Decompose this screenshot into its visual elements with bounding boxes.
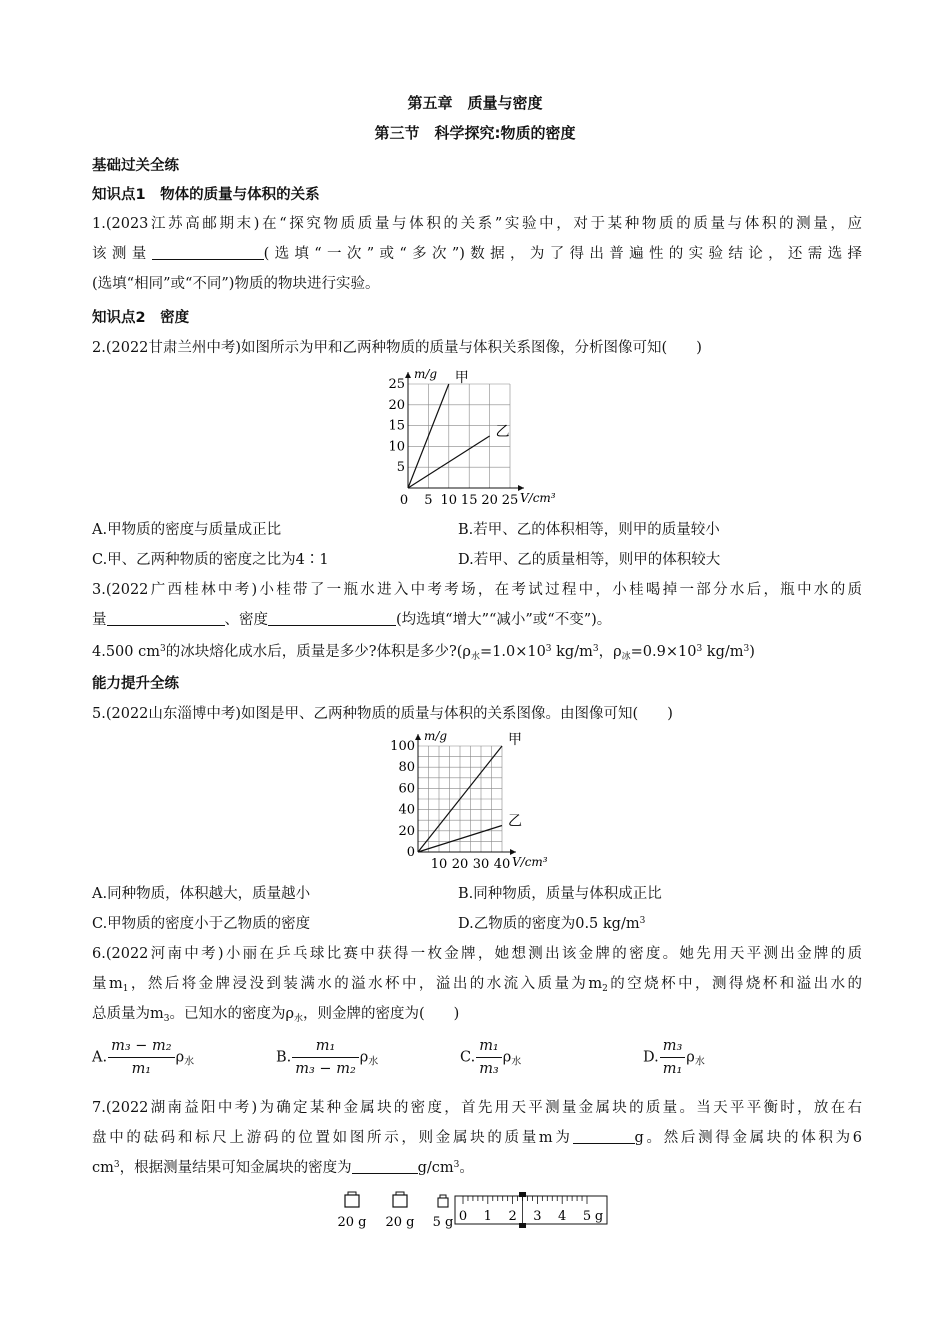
q6-option-b[interactable]: B. $\frac{\text{m₁}}{\text{m₃ − m₂}}$ $\rho_水$: [276, 1035, 378, 1080]
q3-text-a: 量: [92, 612, 107, 628]
rider-scale-ticks: [463, 1196, 587, 1204]
weight-label-2: 20 g: [385, 1215, 415, 1230]
q7-line1: 7.(2022湖南益阳中考)为确定某种金属块的密度，首先用天平测量金属块的质量。当天平平衡时，放在右: [92, 1100, 862, 1116]
q6-line2: 量$m_1$，然后将金牌浸没到装满水的溢水杯中，溢出的水流入质量为$m_2$的空烧杯中，测得烧杯和溢出水的: [92, 976, 863, 994]
x-axis-label: V/cm³: [520, 491, 556, 505]
x-tick-label: 20: [481, 493, 498, 508]
q1-text-b: (选填“一次”或“多次”)数据，为了得出普遍性的实验结论，还需选择: [263, 246, 862, 262]
q2-option-a[interactable]: A.甲物质的密度与质量成正比: [92, 522, 282, 538]
weight-20g-icon: [393, 1192, 407, 1207]
x-tick-label: 40: [493, 857, 511, 872]
y-tick-label: 80: [398, 760, 415, 776]
scale-label: 0: [458, 1209, 468, 1224]
scale-label: 5: [582, 1209, 592, 1224]
y-tick-label: 20: [388, 397, 405, 413]
x-tick-label: 30: [472, 857, 490, 872]
y-axis-label: m/g: [424, 729, 448, 743]
q3-text-b: 、密度: [224, 612, 268, 628]
q4-text: 4.500 $cm^3$的冰块熔化成水后，质量是多少?体积是多少$?(\rho_水=1.0\times 10^3$ $kg/m^3$，$\rho_冰=0.9\times 10^3$ $kg/m^3$): [92, 644, 755, 662]
q3-answer-blank-2[interactable]: [268, 611, 396, 626]
q6-option-d[interactable]: D. $\frac{\text{m₃}}{\text{m₁}}$ $\rho_水$: [643, 1035, 705, 1080]
q2-option-c[interactable]: C.甲、乙两种物质的密度之比为4∶1: [92, 552, 329, 568]
q5-option-a[interactable]: A.同种物质，体积越大，质量越小: [92, 886, 311, 902]
x-tick-label: 10: [430, 857, 448, 872]
weight-5g-icon: [438, 1195, 448, 1207]
scale-label: g: [594, 1209, 604, 1224]
y-tick-label: 10: [388, 439, 405, 455]
q5-option-b[interactable]: B.同种物质，质量与体积成正比: [458, 886, 662, 902]
knowledge-point-1: 知识点1 物体的质量与体积的关系: [92, 187, 320, 203]
q3-line1: 3.(2022广西桂林中考)小桂带了一瓶水进入中考考场，在考试过程中，小桂喝掉一部分水后，瓶中水的质: [92, 582, 862, 598]
rider-scale-labels: [459, 1209, 603, 1224]
weight-label-1: 20 g: [337, 1215, 367, 1230]
q7-balance-figure: [335, 1186, 615, 1234]
q5-mass-volume-chart: [370, 726, 570, 872]
section-title: 第三节 科学探究:物质的密度: [374, 124, 576, 142]
x-tick-label: 15: [460, 493, 478, 508]
scale-label: 2: [508, 1209, 517, 1224]
scale-label: 3: [533, 1209, 542, 1224]
q7-answer-blank-2[interactable]: [352, 1159, 418, 1174]
q2-option-d[interactable]: D.若甲、乙的质量相等，则甲的体积较大: [458, 552, 721, 568]
x-tick-label: 25: [501, 493, 519, 508]
y-tick-label: 5: [396, 460, 405, 476]
q7-line2: 盘中的砝码和标尺上游码的位置如图所示，则金属块的质量m为 g。然后测得金属块的体积为6: [92, 1130, 862, 1146]
chapter-title: 第五章 质量与密度: [407, 94, 543, 112]
q7-line3: $cm^3$，根据测量结果可知金属块的密度为 $g/cm^3$。: [92, 1160, 474, 1176]
y-tick-label: 25: [388, 377, 405, 392]
q3-answer-blank-1[interactable]: [107, 611, 225, 626]
q1-text-a: 该测量: [92, 246, 152, 262]
advanced-heading: 能力提升全练: [92, 676, 179, 692]
q2-stem: 2.(2022甘肃兰州中考)如图所示为甲和乙两种物质的质量与体积关系图像，分析图像可知( ): [92, 340, 702, 356]
q7-answer-blank-1[interactable]: [573, 1129, 635, 1144]
q5-option-c[interactable]: C.甲物质的密度小于乙物质的密度: [92, 916, 311, 932]
q5-option-d[interactable]: D.乙物质的密度为0.5 $kg/m^3$: [458, 916, 646, 932]
q3-line2: [92, 608, 862, 629]
q6-option-c[interactable]: C. $\frac{\text{m₁}}{\text{m₃}}$ $\rho_水$: [460, 1035, 521, 1080]
rider-slider[interactable]: [519, 1192, 526, 1228]
rider-bottom[interactable]: [519, 1223, 526, 1228]
y-tick-label: 0: [406, 845, 415, 860]
knowledge-point-2: 知识点2 密度: [92, 310, 190, 326]
basic-heading: 基础过关全练: [92, 158, 179, 174]
x-tick-label: 0: [399, 493, 409, 508]
q1-answer-blank-1[interactable]: [152, 245, 264, 260]
y-tick-label: 40: [398, 802, 415, 818]
rider-top[interactable]: [519, 1192, 526, 1197]
q2-mass-volume-chart: [370, 362, 570, 510]
y-axis-label: m/g: [414, 367, 438, 381]
series-label: 甲: [454, 370, 469, 386]
q6-line1: 6.(2022河南中考)小丽在乒乓球比赛中获得一枚金牌，她想测出该金牌的密度。她先用天平测出金牌的质: [92, 946, 862, 962]
x-tick-label: 5: [424, 493, 433, 508]
q1-line3: (选填“相同”或“不同”)物质的物块进行实验。: [92, 276, 380, 292]
y-tick-label: 20: [398, 823, 415, 839]
series-label: 乙: [495, 424, 510, 440]
q5-stem: 5.(2022山东淄博中考)如图是甲、乙两种物质的质量与体积的关系图像。由图像可知( ): [92, 706, 673, 722]
series-label: 乙: [508, 813, 522, 830]
x-tick-label: 10: [440, 493, 458, 508]
x-axis-label: V/cm³: [512, 855, 548, 869]
q1-line2: [92, 242, 862, 263]
q2-option-b[interactable]: B.若甲、乙的体积相等，则甲的质量较小: [458, 522, 720, 538]
weight-20g-icon: [345, 1192, 359, 1207]
scale-label: 1: [483, 1209, 492, 1224]
weight-label-3: 5 g: [432, 1215, 454, 1230]
y-tick-label: 15: [388, 418, 405, 434]
x-tick-label: 20: [451, 857, 469, 872]
q3-text-c: (均选填“增大”“减小”或“不变”)。: [396, 612, 612, 628]
q6-line3: 总质量为$m_3$。已知水的密度为$\rho_水$，则金牌的密度为( ): [92, 1006, 460, 1024]
series-label: 甲: [508, 732, 522, 748]
y-tick-label: 100: [390, 739, 415, 754]
y-tick-label: 60: [398, 781, 415, 797]
scale-label: 4: [558, 1209, 567, 1224]
q6-option-a[interactable]: A. $\frac{\text{m₃ − m₂}}{\text{m₁}}$ $\rho_水$: [92, 1035, 194, 1080]
q1-line1: 1.(2023江苏高邮期末)在“探究物质质量与体积的关系”实验中，对于某种物质的质量与体积的测量，应: [92, 216, 862, 232]
